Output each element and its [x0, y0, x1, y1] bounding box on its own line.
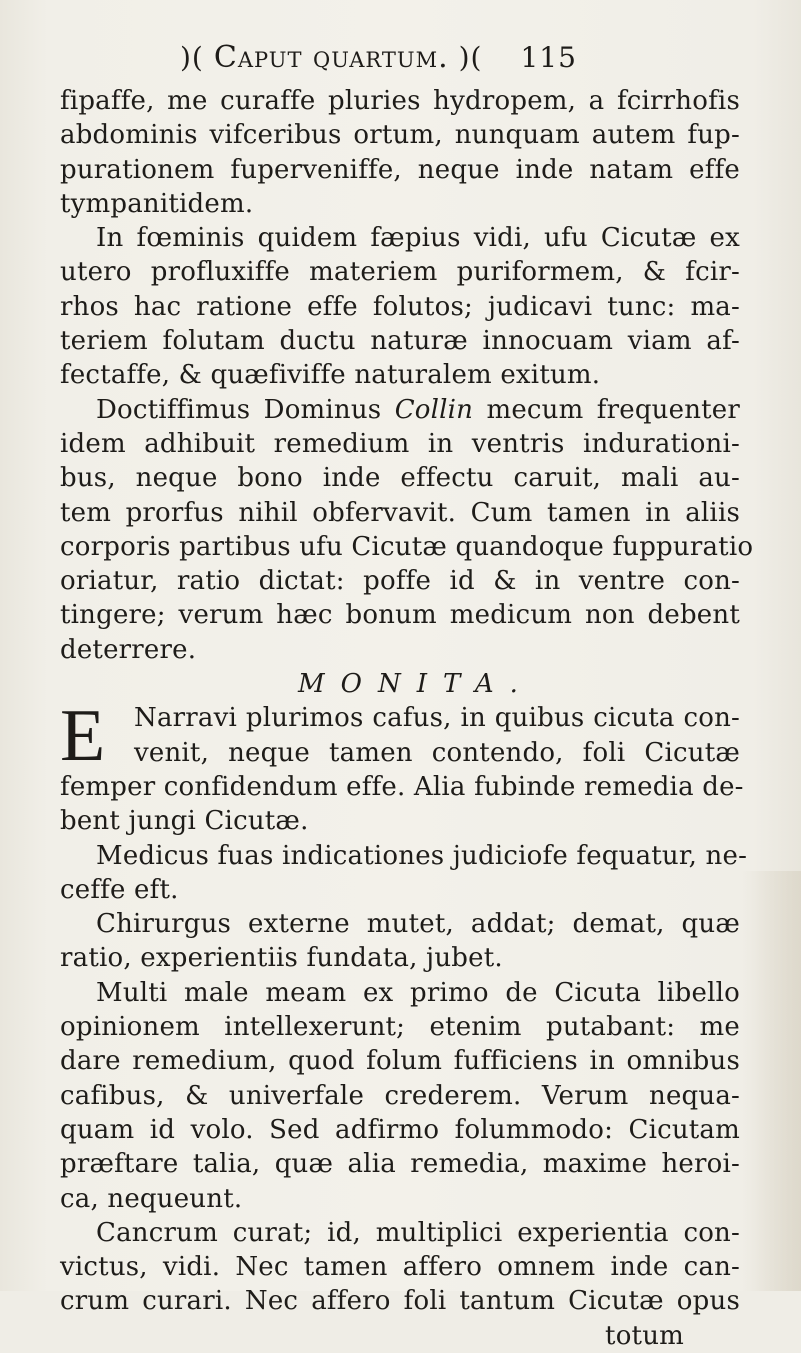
monita-paragraph — [60, 695, 744, 838]
text-line: abdominis vifceribus ortum, nunquam autem fup- — [60, 120, 740, 151]
text-line: Chirurgus externe mutet, addat; demat, quæ — [96, 909, 740, 940]
chapter-title: Caput quartum. — [213, 40, 449, 75]
running-header — [180, 40, 620, 80]
text-line: bent jungi Cicutæ. — [60, 806, 309, 837]
text-line: rhos hac ratione effe folutos; judicavi tunc: ma- — [60, 291, 740, 322]
text-line: crum curari. Nec affero foli tantum Cicutæ opus — [60, 1286, 740, 1317]
text-line: tingere; verum hæc bonum medicum non debent — [60, 600, 740, 631]
catchword: totum — [605, 1320, 684, 1351]
section-heading-monita: MONITA. — [298, 669, 534, 700]
text-line: fipaffe, me curaffe pluries hydropem, a fcirrhofis — [60, 86, 740, 116]
text-line: utero profluxiffe materiem puriformem, & fcir- — [60, 257, 740, 288]
text-line: ratio, experientiis fundata, jubet. — [60, 943, 503, 974]
header-bracket-left: )( — [180, 41, 204, 74]
text-line: teriem folutam ductu naturæ innocuam viam af- — [60, 326, 740, 357]
text-line: ceffe eft. — [60, 874, 179, 905]
text-line: venit, neque tamen contendo, foli Cicutæ — [134, 737, 740, 768]
text-line: In fœminis quidem fæpius vidi, ufu Cicutæ ex — [96, 223, 740, 254]
text-line: victus, vidi. Nec tamen affero omnem inde can- — [60, 1252, 740, 1283]
text-line: Medicus fuas indicationes judiciofe fequatur, ne- — [96, 840, 748, 871]
header-bracket-right: )( — [458, 41, 483, 74]
text-line: cafibus, & univerfale crederem. Verum nequa- — [60, 1080, 740, 1111]
drop-cap: E — [60, 695, 106, 778]
text-line: quam id volo. Sed adfirmo folummodo: Cicutam — [60, 1114, 740, 1145]
text-segment: mecum frequenter — [486, 394, 741, 425]
text-line: purationem fuperveniffe, neque inde natam effe — [60, 154, 740, 185]
text-line: tympanitidem. — [60, 188, 254, 219]
text-line: opinionem intellexerunt; etenim putabant: me — [60, 1012, 740, 1043]
text-line: bus, neque bono inde effectu caruit, mali au- — [60, 463, 740, 494]
text-line: corporis partibus ufu Cicutæ quandoque fuppuratio — [60, 531, 754, 562]
page-number: 115 — [520, 41, 577, 74]
page-edge-stain — [741, 871, 801, 1291]
text-line: Multi male meam ex primo de Cicuta libello — [96, 977, 740, 1008]
text-line: fectaffe, & quæfiviffe naturalem exitum. — [60, 360, 601, 391]
text-line: dare remedium, quod folum fufficiens in omnibus — [60, 1046, 740, 1077]
text-line: tem prorfus nihil obfervavit. Cum tamen in aliis — [60, 497, 740, 528]
text-line: deterrere. — [60, 634, 197, 665]
text-block — [60, 84, 754, 1353]
text-line: femper confidendum effe. Alia fubinde remedia de- — [60, 771, 744, 802]
text-line: ca, nequeunt. — [60, 1183, 243, 1214]
text-line: præftare talia, quæ alia remedia, maxime heroi- — [60, 1149, 740, 1180]
author-name: Collin — [394, 394, 474, 425]
text-line: Cancrum curat; id, multiplici experientia con- — [96, 1217, 740, 1248]
text-line: idem adhibuit remedium in ventris indurationi- — [60, 428, 740, 459]
text-line: Narravi plurimos cafus, in quibus cicuta con- — [134, 703, 740, 734]
text-line-doctissimus — [60, 393, 740, 427]
text-segment: Doctiffimus Dominus — [96, 394, 382, 425]
text-line: oriatur, ratio dictat: poffe id & in ventre con- — [60, 566, 740, 597]
